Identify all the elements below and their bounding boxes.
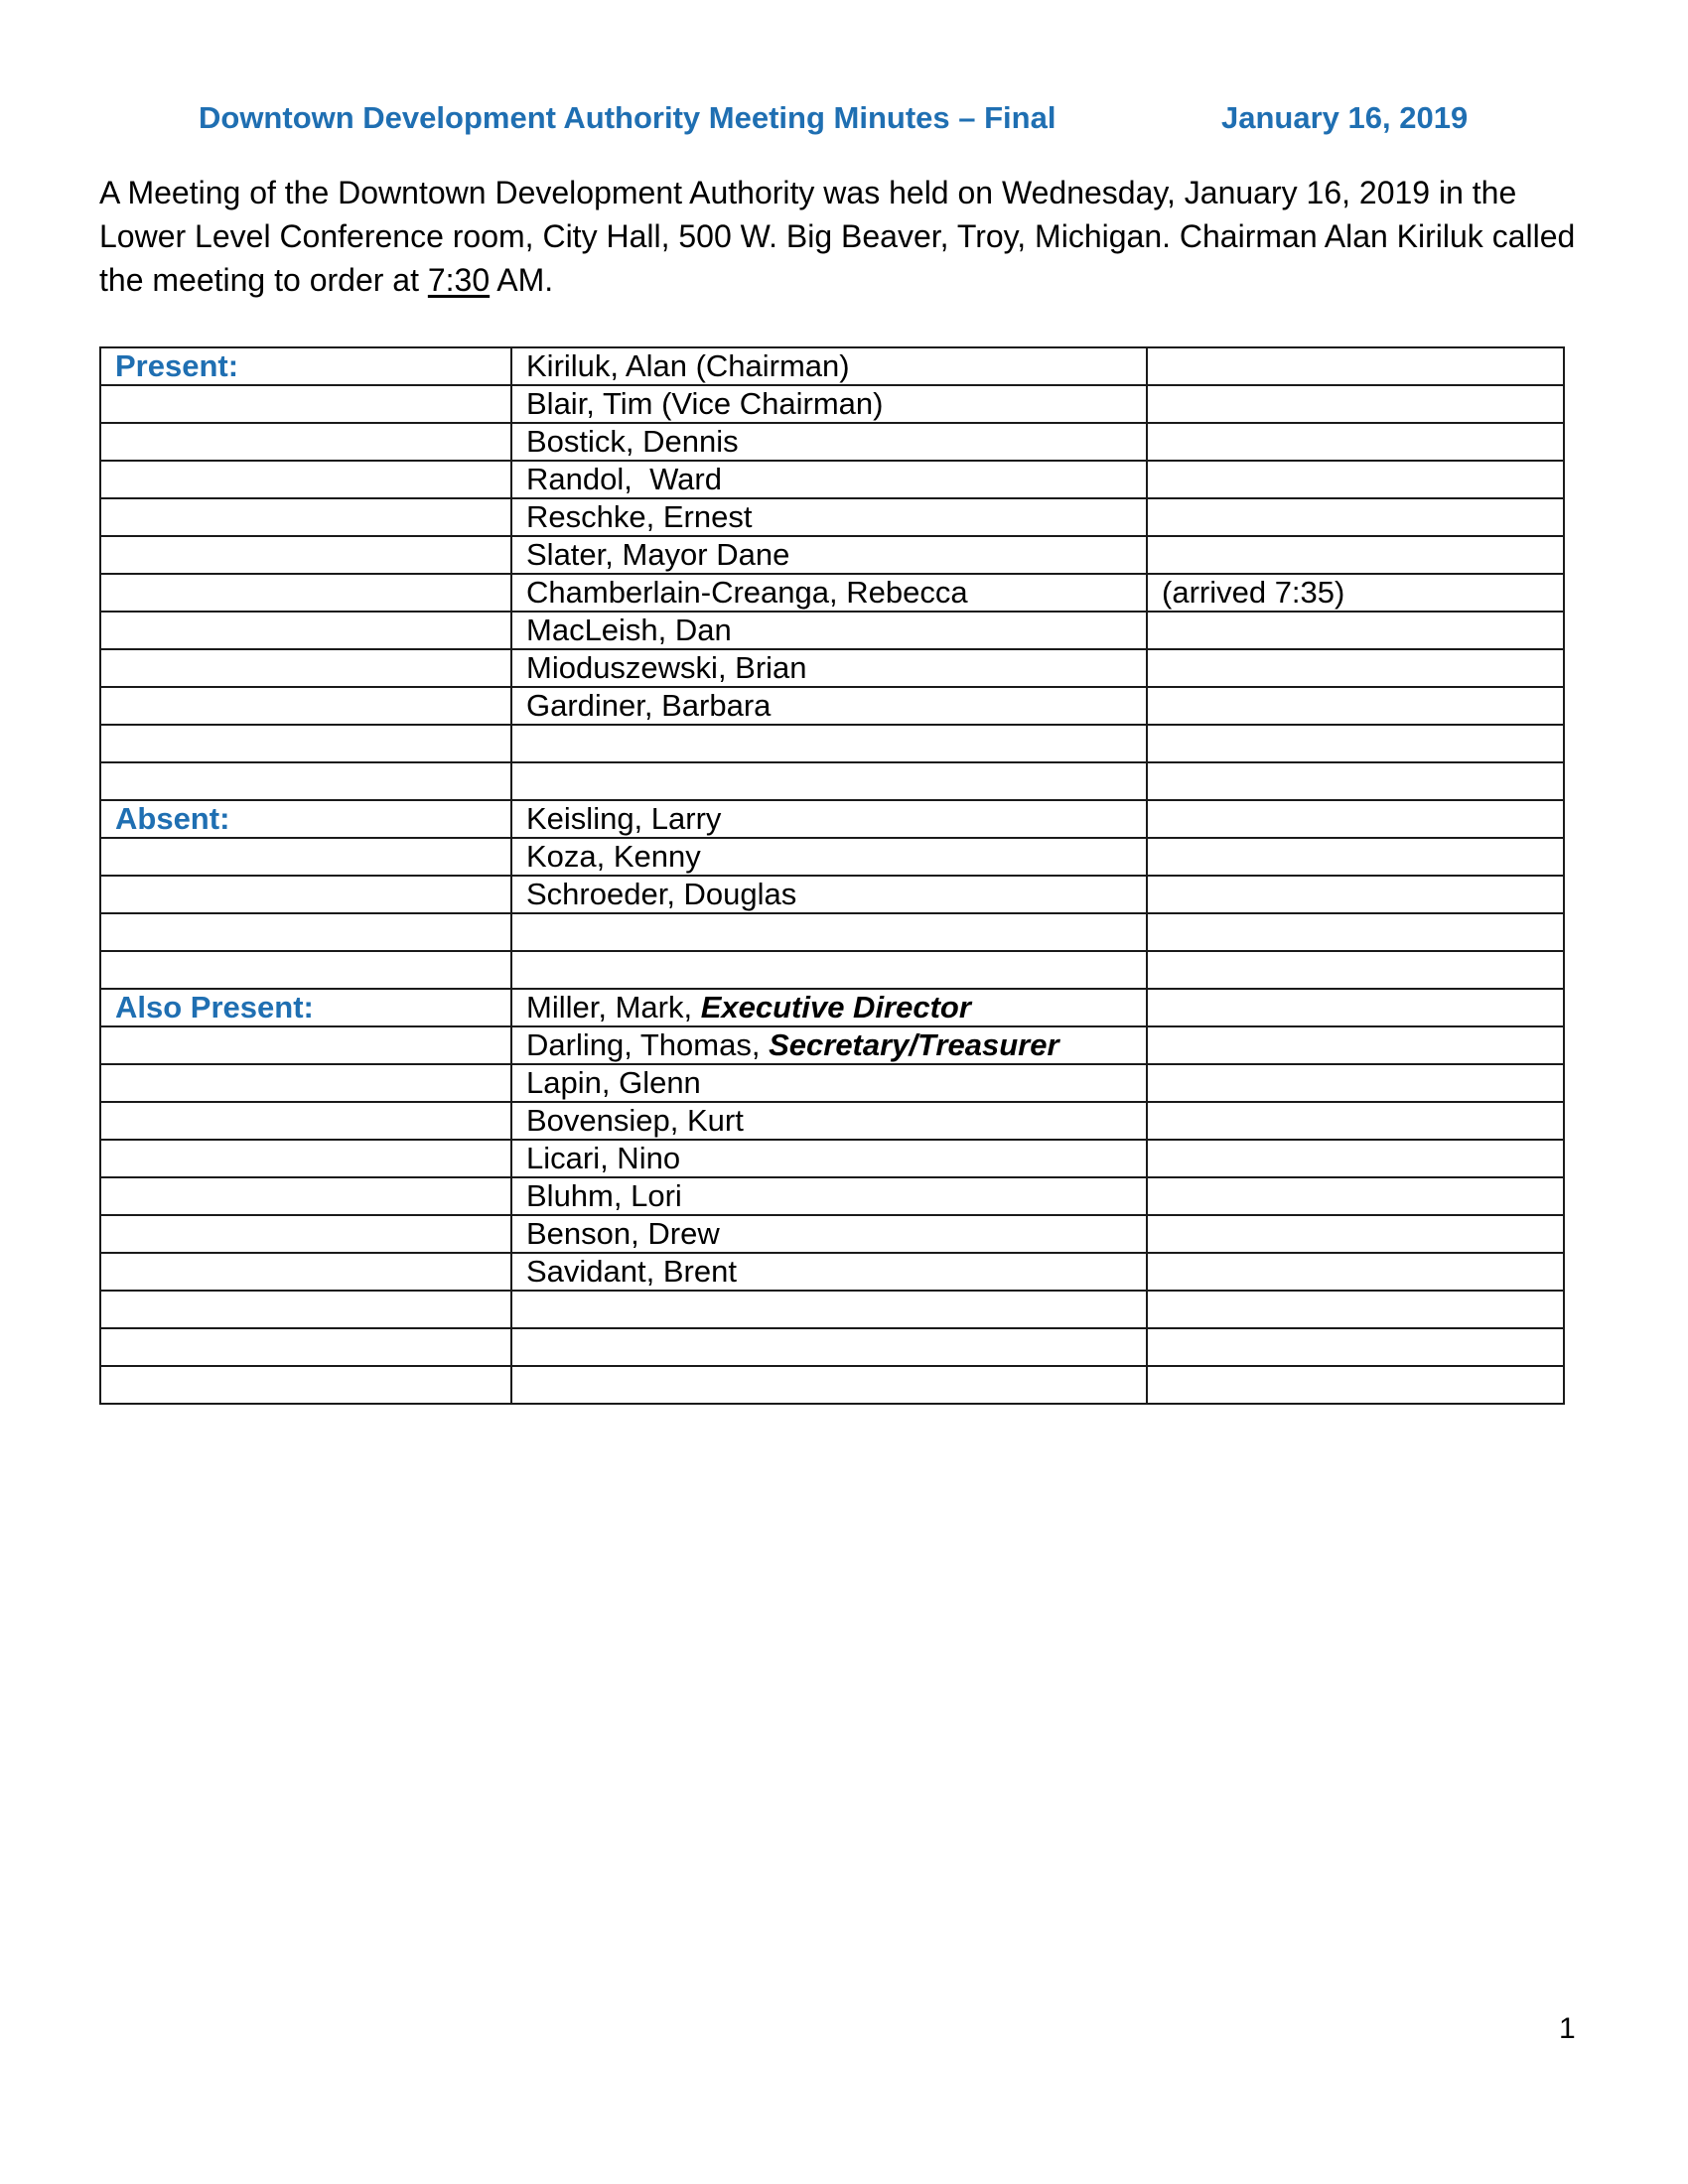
name-cell (511, 536, 1147, 574)
attendee-name: Benson, Drew (526, 1216, 720, 1251)
name-cell (511, 1102, 1147, 1140)
section-cell (100, 1102, 511, 1140)
note-cell (1147, 347, 1564, 385)
section-cell (100, 385, 511, 423)
attendee-name: Kiriluk, Alan (Chairman) (526, 348, 850, 383)
attendance-row (100, 1064, 1564, 1102)
attendance-row (100, 423, 1564, 461)
name-cell (511, 1140, 1147, 1177)
note-cell (1147, 951, 1564, 989)
section-cell (100, 1291, 511, 1328)
name-cell (511, 762, 1147, 800)
section-cell (100, 612, 511, 649)
note-cell (1147, 876, 1564, 913)
name-cell (511, 574, 1147, 612)
attendance-table (99, 346, 1565, 1405)
name-cell (511, 423, 1147, 461)
page-number: 1 (1559, 2012, 1576, 2045)
attendance-row (100, 1140, 1564, 1177)
note-cell (1147, 498, 1564, 536)
section-cell (100, 423, 511, 461)
attendance-row (100, 951, 1564, 989)
section-label: Absent: (115, 801, 230, 836)
attendee-name: Blair, Tim (Vice Chairman) (526, 386, 884, 421)
note-cell (1147, 725, 1564, 762)
attendance-row (100, 1328, 1564, 1366)
attendance-row (100, 612, 1564, 649)
note-cell (1147, 1064, 1564, 1102)
name-cell (511, 951, 1147, 989)
attendee-name: Slater, Mayor Dane (526, 537, 790, 572)
section-cell (100, 1253, 511, 1291)
attendee-name: Gardiner, Barbara (526, 688, 772, 723)
call-to-order-time: 7:30 (427, 262, 491, 298)
note-cell (1147, 762, 1564, 800)
note-cell (1147, 913, 1564, 951)
name-cell (511, 687, 1147, 725)
section-cell (100, 1177, 511, 1215)
name-cell (511, 347, 1147, 385)
section-cell (100, 800, 511, 838)
name-cell (511, 649, 1147, 687)
attendance-row (100, 461, 1564, 498)
name-cell (511, 1291, 1147, 1328)
name-cell (511, 461, 1147, 498)
note-cell (1147, 1177, 1564, 1215)
note-cell (1147, 1102, 1564, 1140)
attendee-name: Bovensiep, Kurt (526, 1103, 744, 1138)
attendee-role: Secretary/Treasurer (769, 1027, 1059, 1062)
attendance-row (100, 989, 1564, 1026)
name-cell (511, 876, 1147, 913)
section-cell (100, 498, 511, 536)
section-cell (100, 687, 511, 725)
name-cell (511, 1253, 1147, 1291)
section-cell (100, 951, 511, 989)
note-cell (1147, 1253, 1564, 1291)
attendance-row (100, 762, 1564, 800)
attendance-row (100, 347, 1564, 385)
name-cell (511, 1215, 1147, 1253)
section-label: Also Present: (115, 990, 314, 1024)
section-cell (100, 347, 511, 385)
note-cell (1147, 989, 1564, 1026)
attendance-row (100, 1253, 1564, 1291)
attendee-name: Savidant, Brent (526, 1254, 737, 1289)
section-cell (100, 1064, 511, 1102)
note-cell (1147, 1366, 1564, 1404)
section-cell (100, 913, 511, 951)
note-cell (1147, 1026, 1564, 1064)
name-cell (511, 989, 1147, 1026)
attendee-name: Mioduszewski, Brian (526, 650, 807, 685)
intro-text: A Meeting of the Downtown Development Authority was held on Wednesday, January 16, 2019 in the Lower Level Conference room, City Hall, 500 W. Big Beaver, Troy, Michigan. Chairman Alan Kiriluk called the meeting to order at (99, 175, 1576, 298)
section-cell (100, 876, 511, 913)
attendee-name: Darling, Thomas, (526, 1027, 770, 1062)
note-cell (1147, 1140, 1564, 1177)
attendee-name: Bluhm, Lori (526, 1178, 682, 1213)
section-cell (100, 649, 511, 687)
name-cell (511, 1177, 1147, 1215)
attendance-row (100, 1291, 1564, 1328)
section-cell (100, 1026, 511, 1064)
attendance-row (100, 385, 1564, 423)
section-cell (100, 725, 511, 762)
attendance-row (100, 1026, 1564, 1064)
attendee-name: Lapin, Glenn (526, 1065, 701, 1100)
note-cell (1147, 687, 1564, 725)
note-cell (1147, 536, 1564, 574)
section-cell (100, 1215, 511, 1253)
attendance-row (100, 838, 1564, 876)
name-cell (511, 725, 1147, 762)
section-label: Present: (115, 348, 239, 383)
section-cell (100, 536, 511, 574)
attendance-row (100, 725, 1564, 762)
name-cell (511, 1328, 1147, 1366)
attendance-table-body (100, 347, 1564, 1404)
intro-text-end: AM. (490, 262, 554, 298)
attendance-row (100, 800, 1564, 838)
note-cell (1147, 1291, 1564, 1328)
name-cell (511, 913, 1147, 951)
attendee-role: Executive Director (700, 990, 971, 1024)
attendance-row (100, 536, 1564, 574)
attendance-row (100, 574, 1564, 612)
note-cell (1147, 800, 1564, 838)
intro-paragraph (99, 171, 1609, 302)
name-cell (511, 385, 1147, 423)
attendance-row (100, 1102, 1564, 1140)
note-cell (1147, 385, 1564, 423)
name-cell (511, 1064, 1147, 1102)
note-cell (1147, 612, 1564, 649)
attendee-name: Miller, Mark, (526, 990, 701, 1024)
attendee-name: Bostick, Dennis (526, 424, 739, 459)
name-cell (511, 800, 1147, 838)
attendee-name: Chamberlain-Creanga, Rebecca (526, 575, 968, 610)
name-cell (511, 498, 1147, 536)
note-cell (1147, 1215, 1564, 1253)
attendee-name: Keisling, Larry (526, 801, 722, 836)
attendee-name: Schroeder, Douglas (526, 877, 797, 911)
attendance-row (100, 913, 1564, 951)
section-cell (100, 838, 511, 876)
attendee-note: (arrived 7:35) (1162, 575, 1345, 610)
document-title: Downtown Development Authority Meeting Minutes – Final (199, 100, 1056, 135)
name-cell (511, 1026, 1147, 1064)
section-cell (100, 574, 511, 612)
attendance-row (100, 1366, 1564, 1404)
attendance-row (100, 498, 1564, 536)
attendee-name: Randol, Ward (526, 462, 722, 496)
note-cell (1147, 1328, 1564, 1366)
attendee-name: Licari, Nino (526, 1141, 681, 1175)
name-cell (511, 1366, 1147, 1404)
note-cell (1147, 461, 1564, 498)
section-cell (100, 989, 511, 1026)
note-cell (1147, 838, 1564, 876)
section-cell (100, 1366, 511, 1404)
attendance-row (100, 687, 1564, 725)
attendance-row (100, 1215, 1564, 1253)
attendance-row (100, 1177, 1564, 1215)
attendance-row (100, 876, 1564, 913)
section-cell (100, 461, 511, 498)
document-heading (199, 98, 1489, 138)
section-cell (100, 762, 511, 800)
attendee-name: Koza, Kenny (526, 839, 701, 874)
note-cell (1147, 649, 1564, 687)
meeting-date: January 16, 2019 (1221, 100, 1469, 135)
note-cell (1147, 423, 1564, 461)
note-cell (1147, 574, 1564, 612)
section-cell (100, 1328, 511, 1366)
attendee-name: MacLeish, Dan (526, 613, 732, 647)
name-cell (511, 612, 1147, 649)
name-cell (511, 838, 1147, 876)
attendance-row (100, 649, 1564, 687)
attendee-name: Reschke, Ernest (526, 499, 753, 534)
section-cell (100, 1140, 511, 1177)
